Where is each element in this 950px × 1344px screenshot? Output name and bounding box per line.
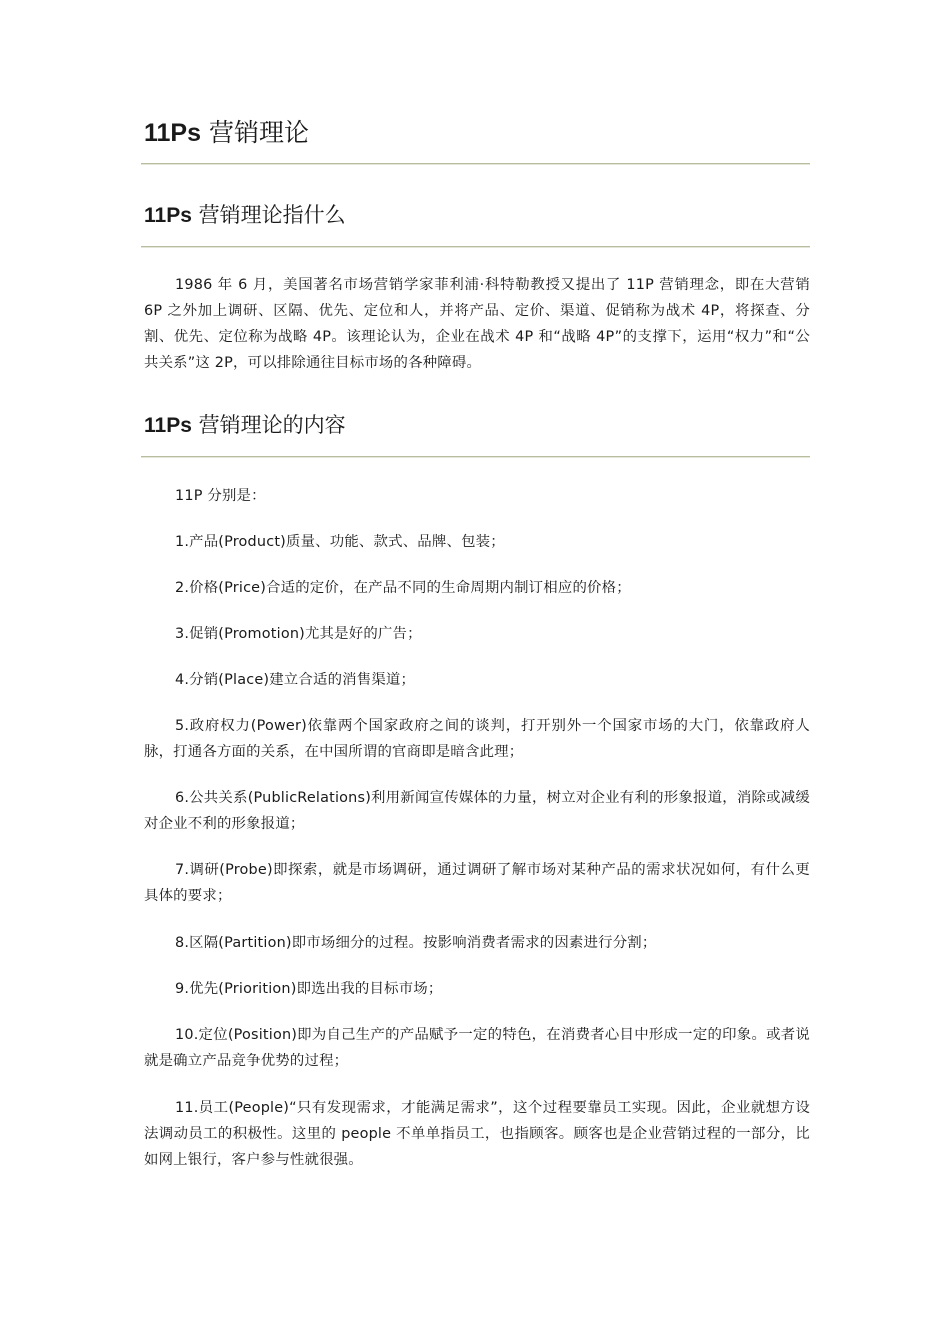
list-item-partition: 8.区隔(Partition)即市场细分的过程。按影响消费者需求的因素进行分割； — [175, 935, 657, 951]
section-heading-text: 营销理论的内容 — [198, 413, 346, 437]
list-item-promotion: 3.促销(Promotion)尤其是好的广告； — [175, 626, 422, 642]
list-item-position: 10.定位(Position)即为自己生产的产品赋予一定的特色，在消费者心目中形成一定的印象。或者说就是确立产品竞争优势的过程； — [144, 1027, 810, 1069]
section-heading-definition — [144, 200, 810, 231]
section-heading-text: 营销理论指什么 — [198, 203, 346, 227]
section-divider — [141, 246, 810, 248]
section-heading-latin: 11Ps — [144, 414, 192, 437]
list-item-power: 5.政府权力(Power)依靠两个国家政府之间的谈判，打开别外一个国家市场的大门，依靠政府人脉，打通各方面的关系，在中国所谓的官商即是暗含此理； — [144, 718, 810, 760]
list-item-public-relations: 6.公共关系(PublicRelations)利用新闻宣传媒体的力量，树立对企业有利的形象报道，消除或减缓对企业不利的形象报道； — [144, 790, 810, 832]
section-heading-content — [144, 410, 810, 441]
section-heading-latin: 11Ps — [144, 204, 192, 227]
list-item-priorition: 9.优先(Priorition)即选出我的目标市场； — [175, 981, 443, 997]
list-item-place: 4.分销(Place)建立合适的消售渠道； — [175, 672, 416, 688]
document-title-text: 营销理论 — [208, 118, 309, 147]
section-divider — [141, 456, 810, 458]
list-item-probe: 7.调研(Probe)即探索，就是市场调研，通过调研了解市场对某种产品的需求状况如何，有什么更具体的要求； — [144, 862, 810, 904]
document-title — [144, 116, 810, 150]
list-item-price: 2.价格(Price)合适的定价，在产品不同的生命周期内制订相应的价格； — [175, 580, 631, 596]
title-divider — [141, 163, 810, 165]
list-item-product: 1.产品(Product)质量、功能、款式、品牌、包装； — [175, 534, 505, 550]
list-item-people: 11.员工(People)“只有发现需求，才能满足需求”，这个过程要靠员工实现。因此，企业就想方设法调动员工的积极性。这里的 people 不单单指员工，也指顾客。顾客也是企业营销过程的一部分，比如网上银行，客户参与性就很强。 — [144, 1100, 810, 1168]
definition-paragraph: 1986 年 6 月，美国著名市场营销学家菲利浦·科特勒教授又提出了 11P 营销理念，即在大营销 6P 之外加上调研、区隔、优先、定位和人，并将产品、定价、渠道、促销称为战术 4P，将探查、分割、优先、定位称为战略 4P。该理论认为，企业在战术 4P 和“战略 4P”的支撑下，运用“权力”和“公共关系”这 2P，可以排除通往目标市场的各种障碍。 — [144, 277, 810, 371]
document-title-latin: 11Ps — [144, 119, 202, 147]
list-intro: 11P 分别是： — [175, 488, 266, 504]
